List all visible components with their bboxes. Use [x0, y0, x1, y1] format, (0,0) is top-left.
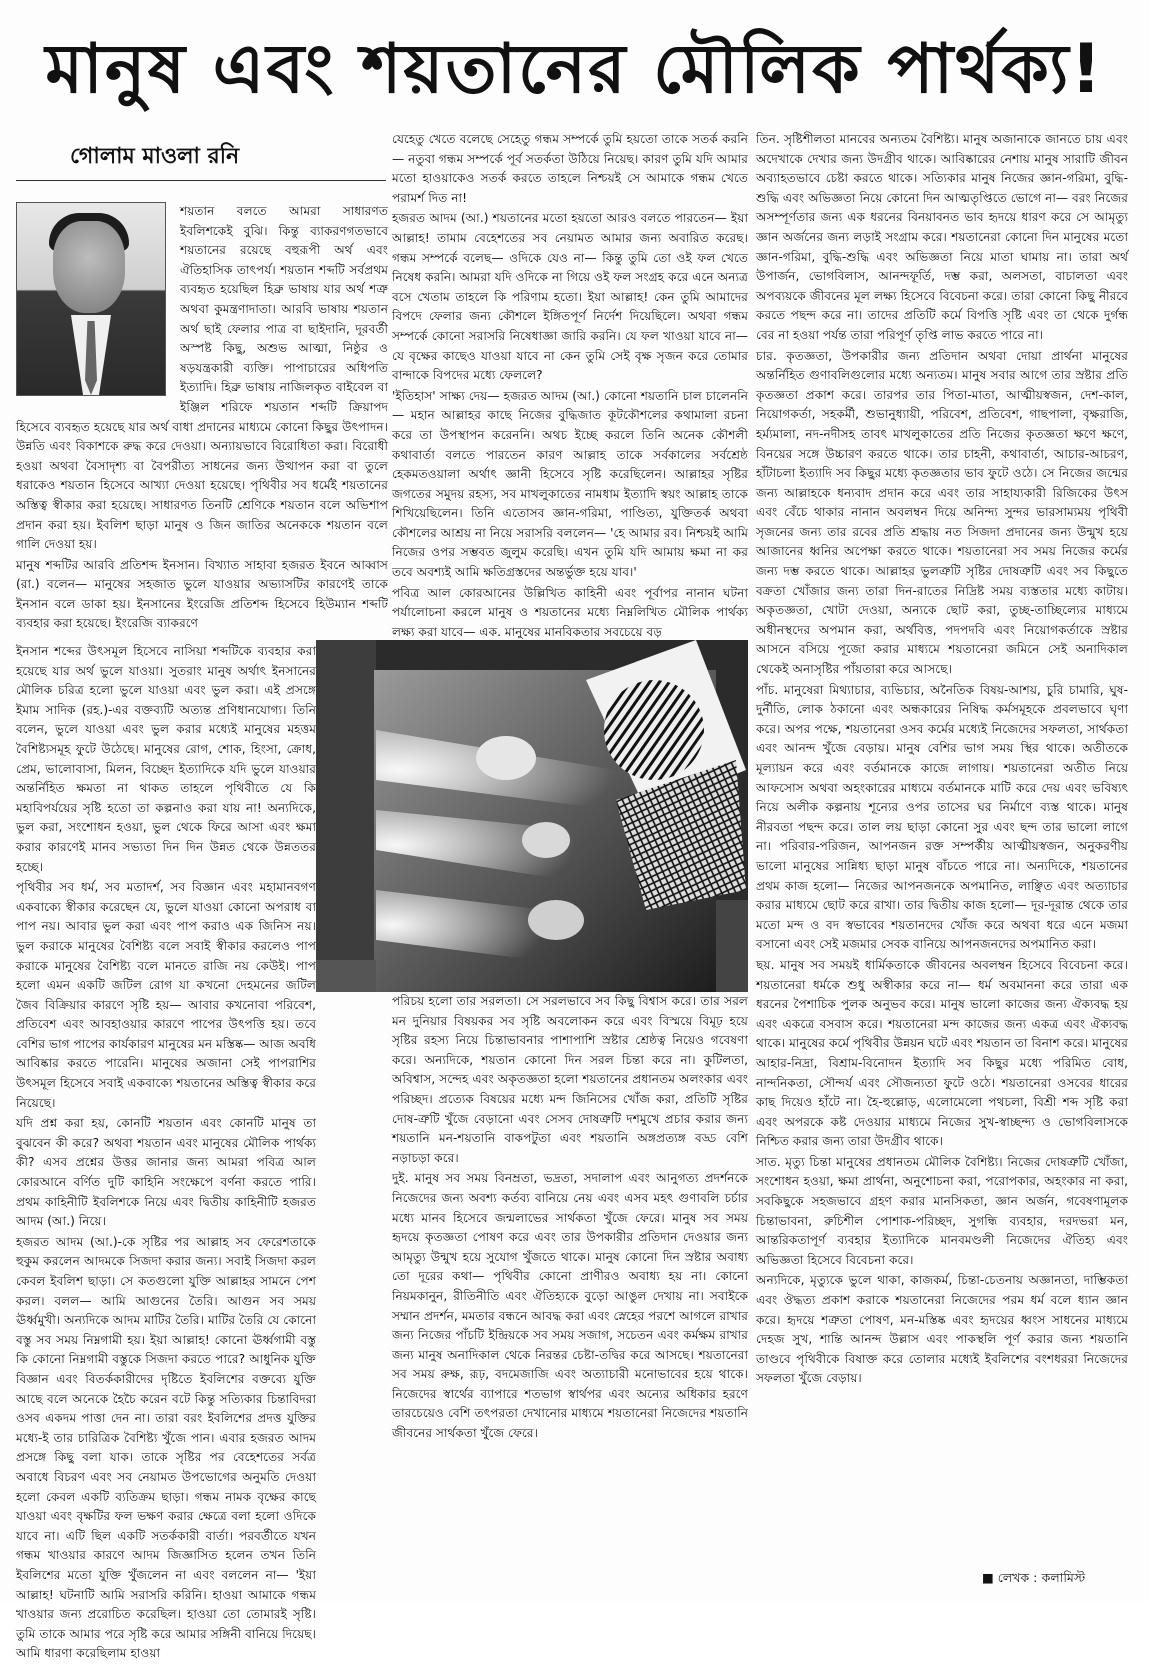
- photo-face: [53, 221, 125, 313]
- paragraph: যেহেতু খেতে বলেছে সেহেতু গন্ধম সম্পর্কে তুমি হয়তো তাকে সতর্ক করনি— নতুবা গন্ধম সম্পর্কে পূর্ব সতর্কতা উঠিয়ে নিয়েছ। কারণ তুমি যদি আমার মতো হাওয়াকেও সতর্ক করতে তাহলে নিশ্চয়ই সে আমাকে গন্ধম খেতে পরামর্শ দিত না!: [392, 132, 748, 205]
- paragraph: পৃথিবীর সব ধর্ম, সব মতাদর্শ, সব বিজ্ঞান এবং মহামানবগণ একবাক্যে স্বীকার করেছেন যে, ভুলে যাওয়া কোনো অপরাধ বা পাপ নয়। আবার ভুল করা এবং পাপ করাও এক জিনিস নয়। ভুল করাকে মানুষের বৈশিষ্ট্য বলে সবাই স্বীকার করলেও পাপ করাকে মানুষের বৈশিষ্ট্য বলে মানতে রাজি নয় কেউই। পাপ হলো এমন একটি জটিল রোগ যা কখনো দেহমনের জটিল জৈব বিক্রিয়ার কারণে সৃষ্টি হয়— আবার কখনোবা পরিবেশ, প্রতিবেশ এবং আবহাওয়ার কারণে পাপের উৎপত্তি হয়। তবে বেশির ভাগ পাপের কার্যকারণ মানুষের মন মস্তিষ্ক— আজ অবধি আবিষ্কার করতে পারেনি। মানুষের অজানা সেই পাপরাশির উৎসমূল হিসেবে সবাই একবাক্যে শয়তানের অস্তিত্ব স্বীকার করে নিয়েছে।: [16, 880, 316, 1110]
- paragraph: চার. কৃতজ্ঞতা, উপকারীর জন্য প্রতিদান অথবা দোয়া প্রার্থনা মানুষের অন্তর্নিহিত গুণাবলিগুলোর মধ্যে অন্যতম। মানুষ সবার আগে তার স্রষ্টার প্রতি কৃতজ্ঞতা প্রকাশ করে। তারপর তার পিতা-মাতা, আত্মীয়স্বজন, দেশ-কাল, নিয়োগকর্তা, সহকর্মী, শুভানুধ্যায়ী, পরিবেশ, প্রতিবেশ, গাছপালা, বৃক্ষরাজি, হর্ম্যমালা, নদ-নদীসহ তাবৎ মাখলুকাতের প্রতি নিজের কৃতজ্ঞতা ক্ষণে ক্ষণে, বিনয়ের সঙ্গে উচ্চারণ করতে থাকে। তার চাহনী, কথাবার্তা, আচার-আচরণ, হাঁটাচলা ইত্যাদি সব কিছুর মধ্যে কৃতজ্ঞতার ভাব ফুটে ওঠে। সে নিজের জন্মের জন্য আল্লাহকে ধন্যবাদ প্রদান করে এবং তার সাহায্যকারী রিজিকের উৎস এবং বেঁচে থাকার নানান অবলম্বন দিয়ে অনিন্দ্য সুন্দর ভারসাম্যময় পৃথিবী সৃজনের জন্য তার রবের প্রতি শ্রদ্ধায় নত সিজদা প্রদানের জন্য উন্মুখ হয়ে আজানের ধ্বনির অপেক্ষা করতে থাকে। শয়তানেরা সব সময় নিজের কর্মের জন্য দম্ভ করতে থাকে। আল্লাহর ভুলত্রুটি সৃষ্টির দোষত্রুটি এবং সব কিছুতে বক্রতা খোঁজার জন্য তারা দিন-রাতের নিদ্রিষ্ট সময় ব্যস্ততার মধ্যে কাটায়। অকৃতজ্ঞতা, খোটা দেওয়া, অন্যকে ছোট করা, তুচ্ছ-তাচ্ছিল্যের মাধ্যমে অধীনস্থদের অপমান করা, অর্থবিত্ত, পদপদবি এবং নিয়োগকর্তাকে স্রষ্টার আসনে বসিয়ে পূজো করার মাধ্যমে শয়তানেরা জমিনে সেই অনাদিকাল থেকেই অনাসৃষ্টির পাঁয়তারা করে আসছে।: [756, 348, 1128, 677]
- paragraph: পবিত্র আল কোরআনের উল্লিখিত কাহিনী এবং পূর্বাপর নানান ঘটনা পর্যালোচনা করলে মানুষ ও শয়তানের মধ্যে নিম্নলিখিত মৌলিক পার্থক্য লক্ষ্য করা যাবে— এক. মানুষের মানবিকতার সবচেয়ে বড়: [392, 585, 748, 639]
- column-1-bottom: [16, 642, 316, 1661]
- column-3: [756, 130, 1128, 1602]
- paragraph: হজরত আদম (আ.) শয়তানের মতো হয়তো আরও বলতে পারতেন— ইয়া আল্লাহ! তামাম বেহেশতের সব নেয়ামত আমার জন্য অবারিত করেছ। গন্ধম সম্পর্কে বলেছ— ওদিকে যেও না— কিন্তু তুমি তো ওই ফল খেতে নিষেধ করনি। আমরা যদি ওদিকে না গিয়ে ওই ফল সংগ্রহ করে এনে অন্যত্র বসে খেতাম তাহলে কি পরিণাম হতো। ইয়া আল্লাহ! কেন তুমি আমাদের বিপদে ফেলার জন্য কৌশলে ইঙ্গিতপূর্ণ নির্দেশ দিয়েছিলে। অথবা গন্ধম সম্পর্কে কোনো সরাসরি নিষেধাজ্ঞা জারি করনি। যে ফল খাওয়া যাবে না— যে বৃক্ষের কাছেও যাওয়া যাবে না কেন তুমি সেই বৃক্ষ সৃজন করে তোমার বান্দাকে বিপদের মধ্যে ফেললে?: [392, 211, 748, 383]
- column-2-top: [392, 130, 748, 640]
- credit-role: কলামিস্ট: [1041, 1570, 1086, 1585]
- author-credit: [982, 1568, 1132, 1588]
- paragraph: শয়তান বলতে আমরা সাধারণত ইবলিশকেই বুঝি। কিন্তু ব্যাকরণগতভাবে শয়তানের রয়েছে বহুরূপী অর্থ এবং ঐতিহাসিক তাৎপর্য। শয়তান শব্দটি সর্বপ্রথম ব্যবহৃত হয়েছিল হিব্রু ভাষায় যার অর্থ শত্রু অথবা কুমন্ত্রণাদাতা। আরবি ভাষায় শয়তান অর্থ ছাই ফেলার পাত্র বা ছাইদানি, দূরবর্তী অস্পষ্ট কিছু, অশুভ আত্মা, নিষ্ঠুর ও ষড়যন্ত্রকারী ব্যক্তি। পাপাচারের অধিপতি ইত্যাদি। হিব্রু ভাষায় নাজিলকৃত বাইবেল বা ইঞ্জিল শরিফে শয়তান শব্দটি ক্রিয়াপদ হিসেবে ব্যবহৃত হয়েছে যার অর্থ বাধা প্রদানের মাধ্যমে কোনো কিছুর উৎপাদন। উন্নতি এবং বিকাশকে রুদ্ধ করে দেওয়া। অন্যায়ভাবে বিরোধিতা করা। বিরোধী হওয়া অথবা বৈসাদৃশ্য বা বৈপরীত্য সাধনের জন্য উত্থাপন করা বা তুলে ধরাকেও শয়তান হিসেবে আখ্যা দেওয়া হয়েছে। পৃথিবীর সব ধর্মেই শয়তানের অস্তিত্ব স্বীকার করা হয়েছে। সাধারণত তিনটি শ্রেণিকে শয়তান বলে অভিশাপ প্রদান করা হয়। ইবলিশ ছাড়া মানুষ ও জিন জাতির অনেককে শয়তান বলে গালি দেওয়া হয়।: [16, 204, 388, 552]
- paragraph: 'ইতিহাস' সাক্ষ্য দেয়— হজরত আদম (আ.) কোনো শয়তানি চাল চালেননি— মহান আল্লাহর কাছে নিজের বুদ্ধিজাত কূটকৌশলের কথামালা রচনা করে তা উপস্থাপন করেননি। অথচ ইচ্ছে করলে তিনি অনেক কৌশলী কথাবার্তা বলতে পারতেন কারণ আল্লাহ তাকে সর্বকালের সর্বশ্রেষ্ঠ হেকমতওয়ালা অর্থাৎ জ্ঞানী হিসেবে সৃষ্টি করেছিলেন। আল্লাহর সৃষ্টির জগতের সমুদয় রহস্য, সব মাখলুকাতের নামধাম ইত্যাদি স্বয়ং আল্লাহ তাকে শিখিয়েছিলেন। তিনি এতোসব জ্ঞান-গরিমা, পাণ্ডিত্য, যুক্তিতর্ক অথবা কৌশলের আশ্রয় না নিয়ে সরাসরি বললেন— 'হে আমার রব। নিশ্চয়ই আমি নিজের ওপর সম্ভবত জুলুম করেছি। এখন তুমি যদি আমায় ক্ষমা না কর তবে অবশ্যই আমি ক্ষতিগ্রস্তদের অন্তর্ভুক্ত হয়ে যাব।': [392, 388, 748, 580]
- paragraph: ইনসান শব্দের উৎসমূল হিসেবে নাসিয়া শব্দটিকে ব্যবহার করা হয়েছে যার অর্থ ভুলে যাওয়া। সুতরাং মানুষ অর্থাৎ ইনসানের মৌলিক চরিত্র হলো ভুলে যাওয়া এবং ভুল করা। এই প্রসঙ্গে ইমাম সাদিক (রহ.)-এর বক্তব্যটি অত্যন্ত প্রণিধানযোগ্য। তিনি বলেন, ভুলে যাওয়া এবং ভুল করার মধ্যেই মানুষের মহত্তম বৈশিষ্ট্যসমূহ ফুটে উঠেছে। মানুষের রোগ, শোক, হিংসা, ক্রোধ, প্রেম, ভালোবাসা, মিলন, বিচ্ছেদ ইত্যাদিকে যদি ভুলে যাওয়ার অন্তর্নিহিত ক্ষমতা না থাকত তাহলে পৃথিবীতে যে কি মহাবিপর্যয়ের সৃষ্টি হতো তা কল্পনাও করা যায় না! অন্যদিকে, ভুল করা, সংশোধন হওয়া, ভুল থেকে ফিরে আসা এবং ক্ষমা করার কারণেই মানব সভ্যতা দিন দিন উন্নত থেকে উন্নততর হচ্ছে।: [16, 644, 316, 874]
- paragraph: দুই. মানুষ সব সময় বিনম্রতা, ভদ্রতা, সদালাপ এবং আনুগত্য প্রদর্শনকে নিজেদের জন্য অবশ্য কর্তব্য বানিয়ে নেয় এবং এসব মহৎ গুণাবলি চর্চার মধ্যে মানব হিসেবে জন্মলাভের সার্থকতা খুঁজে ফেরে। মানুষ সব সময় হৃদয়ে কৃতজ্ঞতা পোষণ করে এবং তার উপকারীর প্রতিদান দেওয়ার জন্য আমৃত্যু উন্মুখ হয়ে সুযোগ খুঁজতে থাকে। মানুষ কোনো দিন স্রষ্টার অবাধ্য তো দূরের কথা— পৃথিবীর কোনো প্রাণীরও অবাধ্য হয় না। কোনো নিয়মকানুন, রীতিনীতি এবং ঐতিহ্যকে বুড়ো আঙুল দেখায় না। সবাইকে সম্মান প্রদর্শন, মমতার বন্ধনে আবদ্ধ করা এবং স্নেহের পরশে আগলে রাখার জন্য নিজের পাঁচটি ইন্দ্রিয়কে সব সময় সজাগ, সচেতন এবং কর্মক্ষম রাখার জন্য মানুষ অনাদিকাল থেকে নিরন্তর চেষ্টা-তদ্বির করে আসছে। শয়তানেরা সব সময় রুক্ষ, রূঢ়, বদমেজাজি এবং অত্যাচারী মনোভাবের হয়ে থাকে। নিজেদের স্বার্থের ব্যাপারে শতভাগ স্বার্থপর এবং অন্যের অধিকার হরণে তারচেয়েও বেশি তৎপরতা দেখানোর মাধ্যমে শয়তানেরা নিজেদের শয়তানি জীবনের সার্থকতা খুঁজে ফেরে।: [392, 1171, 748, 1441]
- paragraph: মানুষ শব্দটির আরবি প্রতিশব্দ ইনসান। বিখ্যাত সাহাবা হজরত ইবনে আব্বাস (রা.) বলেন— মানুষের সহজাত ভুলে যাওয়ার অভ্যাসটির কারণেই তাকে ইনসান বলে ডাকা হয়। ইনসানের ইংরেজি প্রতিশব্দ হিসেবে হিউম্যান শব্দটি ব্যবহার করা হয়েছে। ইংরেজি ব্যাকরণে: [16, 557, 388, 631]
- author-photo: [16, 202, 166, 396]
- credit-label: ■ লেখক :: [982, 1570, 1038, 1585]
- paragraph: পাঁচ. মানুষেরা মিথ্যাচার, ব্যভিচার, অনৈতিক বিষয়-আশয়, চুরি চামারি, ঘুষ-দুর্নীতি, লোক ঠকানো এবং অন্ধকারের নিষিদ্ধ কর্মসমূহকে প্রবলভাবে ঘৃণা করে। অপর পক্ষে, শয়তানেরা ওসব কর্মের মধ্যেই নিজেদের সফলতা, সার্থকতা এবং আনন্দ খুঁজে বেড়ায়। মানুষ বেশির ভাগ সময় স্থির থাকে। অতীতকে মূল্যায়ন করে এবং বর্তমানকে কাজে লাগায়। শয়তানেরা অতীত নিয়ে আফসোস অথবা অহংকারের মাধ্যমে বর্তমানকে মাটি করে দেয় এবং ভবিষ্যৎ নিয়ে অলীক কল্পনায় শূন্যের ওপর তাসের ঘর নির্মাণে ব্যস্ত থাকে। মানুষ নীরবতা পছন্দ করে। তাল লয় ছাড়া কোনো সুর এবং ছন্দ তার ভালো লাগে না। পরিবার-পরিজন, আপনজন রক্ত সম্পর্কীয় আত্মীয়স্বজন, অনুকরণীয় ভালো মানুষের সান্নিধ্য ছাড়া মানুষ বাঁচতে পারে না। অন্যদিকে, শয়তানের প্রথম কাজ হলো— নিজের আপনজনকে অপমানিত, লাঞ্ছিত এবং অত্যাচার করার মাধ্যমে ছোট করে রাখা। তার দ্বিতীয় কাজ হলো— দূর-দূরান্ত থেকে তার মতো মন্দ ও বদ স্বভাবের শয়তানদের খোঁজ করে অথবা ধরে এনে মজমা বসানো এবং সেই মজমার সেবক বানিয়ে আপনজনদের অপমানিত করা।: [756, 682, 1128, 952]
- paragraph: তিন. সৃষ্টিশীলতা মানবের অন্যতম বৈশিষ্ট্য। মানুষ অজানাকে জানতে চায় এবং অদেখাকে দেখার জন্য উদগ্রীব থাকে। আবিষ্কারের নেশায় মানুষ সারাটি জীবন অব্যাহতভাবে চেষ্টা করতে থাকে। সত্যিকার মানুষ নিজের জ্ঞান-গরিমা, বুদ্ধি-শুদ্ধি এবং অভিজ্ঞতা নিয়ে কোনো দিন আত্মতৃপ্তিতে ভোগে না— বরং নিজের অসম্পূর্ণতার জন্য এক ধরনের বিনয়াবনত ভাব হৃদয়ে ধারণ করে সে আমৃত্যু জ্ঞান অর্জনের জন্য লড়াই সংগ্রাম করে। শয়তানেরা কোনো দিন মানুষের মতো জ্ঞান-গরিমা, বুদ্ধি-শুদ্ধি এবং অভিজ্ঞতা নিয়ে মাতা ঘামায় না। তারা অর্থ উপার্জন, ভোগবিলাস, আনন্দফূর্তি, দম্ভ করা, অলসতা, বাচালতা এবং অপব্যয়কে জীবনের মূল লক্ষ্য হিসেবে বিবেচনা করে। তারা কোনো কিছু নীরবে করতে পছন্দ করে না। তাদের প্রতিটি কর্মে বিপত্তি সৃষ্টি এবং তা থেকে দুর্গন্ধ বের না হওয়া পর্যন্ত তারা পরিপূর্ণ তৃপ্তি লাভ করতে পারে না।: [756, 132, 1128, 342]
- byline-divider: [16, 180, 386, 181]
- paragraph: ছয়. মানুষ সব সময়ই ধার্মিকতাকে জীবনের অবলম্বন হিসেবে বিবেচনা করে। শয়তানেরা ধর্মকে শুধু অস্বীকার করে না— ধর্ম অবমাননা করে তারা এক ধরনের পৈশাচিক পুলক অনুভব করে। মানুষ ভালো কাজের জন্য ঐক্যবদ্ধ হয় এবং একত্রে বসবাস করে। শয়তানেরা মন্দ কাজের জন্য একত্র এবং ঐক্যবদ্ধ থাকে। মানুষের কর্মে পৃথিবীর উন্নয়ন ঘটে এবং শয়তান তা বিনাশ করে। মানুষের আহার-নিদ্রা, বিশ্রাম-বিনোদন ইত্যাদি সব কিছুর মধ্যে পরিমিত বোধ, নান্দনিকতা, সৌন্দর্য এবং সৌজন্যতা ফুটে ওঠে। শয়তানেরা ওসবের ধারের কাছ দিয়েও হাঁটে না। হৈ-হুল্লোড়, এলোমেলো পথচলা, বিশ্রী শব্দ সৃষ্টি করা এবং অপরকে কষ্ট দেওয়ার মাধ্যমে নিজের সুখ-স্বাচ্ছন্দ্য ও ভোগবিলাসকে নিশ্চিত করার জন্য তারা উদগ্রীব থাকে।: [756, 957, 1128, 1149]
- byline-author: গোলাম মাওলা রনি: [70, 144, 240, 169]
- paragraph: সাত. মৃত্যু চিন্তা মানুষের প্রধানতম মৌলিক বৈশিষ্ট্য। নিজের দোষত্রুটি খোঁজা, সংশোধন হওয়া, ক্ষমা প্রার্থনা, অনুশোচনা করা, পরোপকার, অহংকার না করা, সবকিছুকে সহজভাবে গ্রহণ করার মানসিকতা, জ্ঞান অর্জন, গবেষণামূলক চিন্তাভাবনা, রুচিশীল পোশাক-পরিচ্ছদ, সুগন্ধি ব্যবহার, দরদভরা মন, আন্তরিকতাপূর্ণ ব্যবহার ইত্যাদিকে মানবমণ্ডলী নিজেদের ঐতিহ্য এবং অভিজ্ঞতা হিসেবে বিবেচনা করে।: [756, 1154, 1128, 1267]
- paragraph: অন্যদিকে, মৃত্যুকে ভুলে থাকা, কাজকর্ম, চিন্তা-চেতনায় অজ্ঞানতা, দাম্ভিকতা এবং ঔদ্ধত্য প্রকাশ করাকে শয়তানেরা নিজেদের পরম ধর্ম বলে ধ্যান জ্ঞান করে। হৃদয়ে শত্রুতা পোষণ, মন-মস্তিষ্ক এবং হৃদয়ের ধ্বংস সাধনের মাধ্যমে দেহজ সুখ, শান্তি আনন্দ উল্লাস এবং পাকস্থলি পূর্ণ করার জন্য শয়তানি তাণ্ডবে পৃথিবীকে বিষাক্ত করে তোলার মধ্যেই ইবলিশের বংশধররা নিজেদের সফলতা খুঁজে বেড়ায়।: [756, 1273, 1128, 1386]
- abstract-art: [316, 640, 748, 992]
- column-2-bottom: [392, 992, 748, 1602]
- paragraph: হজরত আদম (আ.)-কে সৃষ্টির পর আল্লাহ সব ফেরেশতাকে হুকুম করলেন আদমকে সিজদা করার জন্য। সবাই সিজদা করল কেবল ইবলিশ ছাড়া। সে কতগুলো যুক্তি আল্লাহর সামনে পেশ করল। বলল— আমি আগুনের তৈরি। আগুন সব সময় ঊর্ধ্বমুখী। অন্যদিকে আদম মাটির তৈরি। মাটির তৈরি যে কোনো বস্তু সব সময় নিম্নগামী হয়। ইয়া আল্লাহ! কোনো ঊর্ধ্বগামী বস্তু কি কোনো নিম্নগামী বস্তুকে সিজদা করতে পারে? আধুনিক যুক্তি বিজ্ঞান এবং বিতর্ককারীদের দৃষ্টিতে ইবলিশের বক্তব্যে যুক্তি আছে বলে অনেকে হৈচৈ করেন বটে কিন্তু সত্যিকার চিন্তাবিদরা ওসব একদম পাত্তা দেন না। তারা বরং ইবলিশের প্রদত্ত যুক্তির মধ্যে-ই তার চারিত্রিক বৈশিষ্ট্য খুঁজে পান। এবার হজরত আদম প্রসঙ্গে কিছু বলা যাক। তাকে সৃষ্টির পর বেহেশতের সর্বত্র অবাধে বিচরণ এবং সব নেয়ামত উপভোগের অনুমতি দেওয়া হলো কেবল একটি ব্যতিক্রম ছাড়া। গন্ধম নামক বৃক্ষের কাছে যাওয়া এবং বৃক্ষটির ফল ভক্ষণ করার ক্ষেত্রে বলা হলো ওদিকে যাবে না। এটি ছিল একটি সতর্ককারী বার্তা। পরবর্তীতে যখন গন্ধম খাওয়ার কারণে আদম জিজ্ঞাসিত হলেন তখন তিনি ইবলিশের মতো যুক্তি খুঁজলেন না এবং বললেন না— 'ইয়া আল্লাহ! ঘটনাটি আমি সরাসরি করিনি। হাওয়া আমাকে গন্ধম খাওয়ার জন্য প্ররোচিত করেছিল। হাওয়া তো তোমারই সৃষ্টি। তুমি তাকে আমার পরে সৃষ্টি করে আমার সঙ্গিনী বানিয়ে দিয়েছ। আমি ধারণা করেছিলাম হাওয়া: [16, 1234, 316, 1661]
- headline: মানুষ এবং শয়তানের মৌলিক পার্থক্য!: [45, 30, 1104, 109]
- paragraph: যদি প্রশ্ন করা হয়, কোনটি শয়তান এবং কোনটি মানুষ তা বুঝবেন কী করে? অথবা শয়তান এবং মানুষের মৌলিক পার্থক্য কী? এসব প্রশ্নের উত্তর জানার জন্য আমরা পবিত্র আল কোরআনে বর্ণিত দুটি কাহিনি সংক্ষেপে বর্ণনা করতে পারি। প্রথম কাহিনীটি ইবলিশকে নিয়ে এবং দ্বিতীয় কাহিনীটি হজরত আদম (আ.) নিয়ে।: [16, 1116, 316, 1229]
- paragraph: পরিচয় হলো তার সরলতা। সে সরলভাবে সব কিছু বিশ্বাস করে। তার সরল মন দুনিয়ার বিষয়কর সব সৃষ্টি অবলোকন করে এবং বিস্ময়ে বিমূঢ় হয়ে সৃষ্টির রহস্য নিয়ে চিন্তাভাবনার পাশাপাশি স্রষ্টার শ্রেষ্ঠত্ব নিয়েও গবেষণা করে। অন্যদিকে, শয়তান কোনো দিন সরল চিন্তা করে না। কুটিলতা, অবিশ্বাস, সন্দেহ এবং অকৃতজ্ঞতা হলো শয়তানের প্রধানতম অলংকার এবং পরিচ্ছদ। প্রত্যেক বিষয়ের মধ্যে মন্দ জিনিসের খোঁজ করা, প্রতিটি সৃষ্টির দোষ-ত্রুটি খুঁজে বেড়ানো এবং সেসব দোষত্রুটি দশমুখে প্রচার করার জন্য শয়তানি মন-শয়তানি বাকপটুতা এবং শয়তানি অঙ্গপ্রত্যঙ্গ বড্ড বেশি নড়াচড়া করে।: [392, 994, 748, 1165]
- article-illustration: [316, 640, 748, 992]
